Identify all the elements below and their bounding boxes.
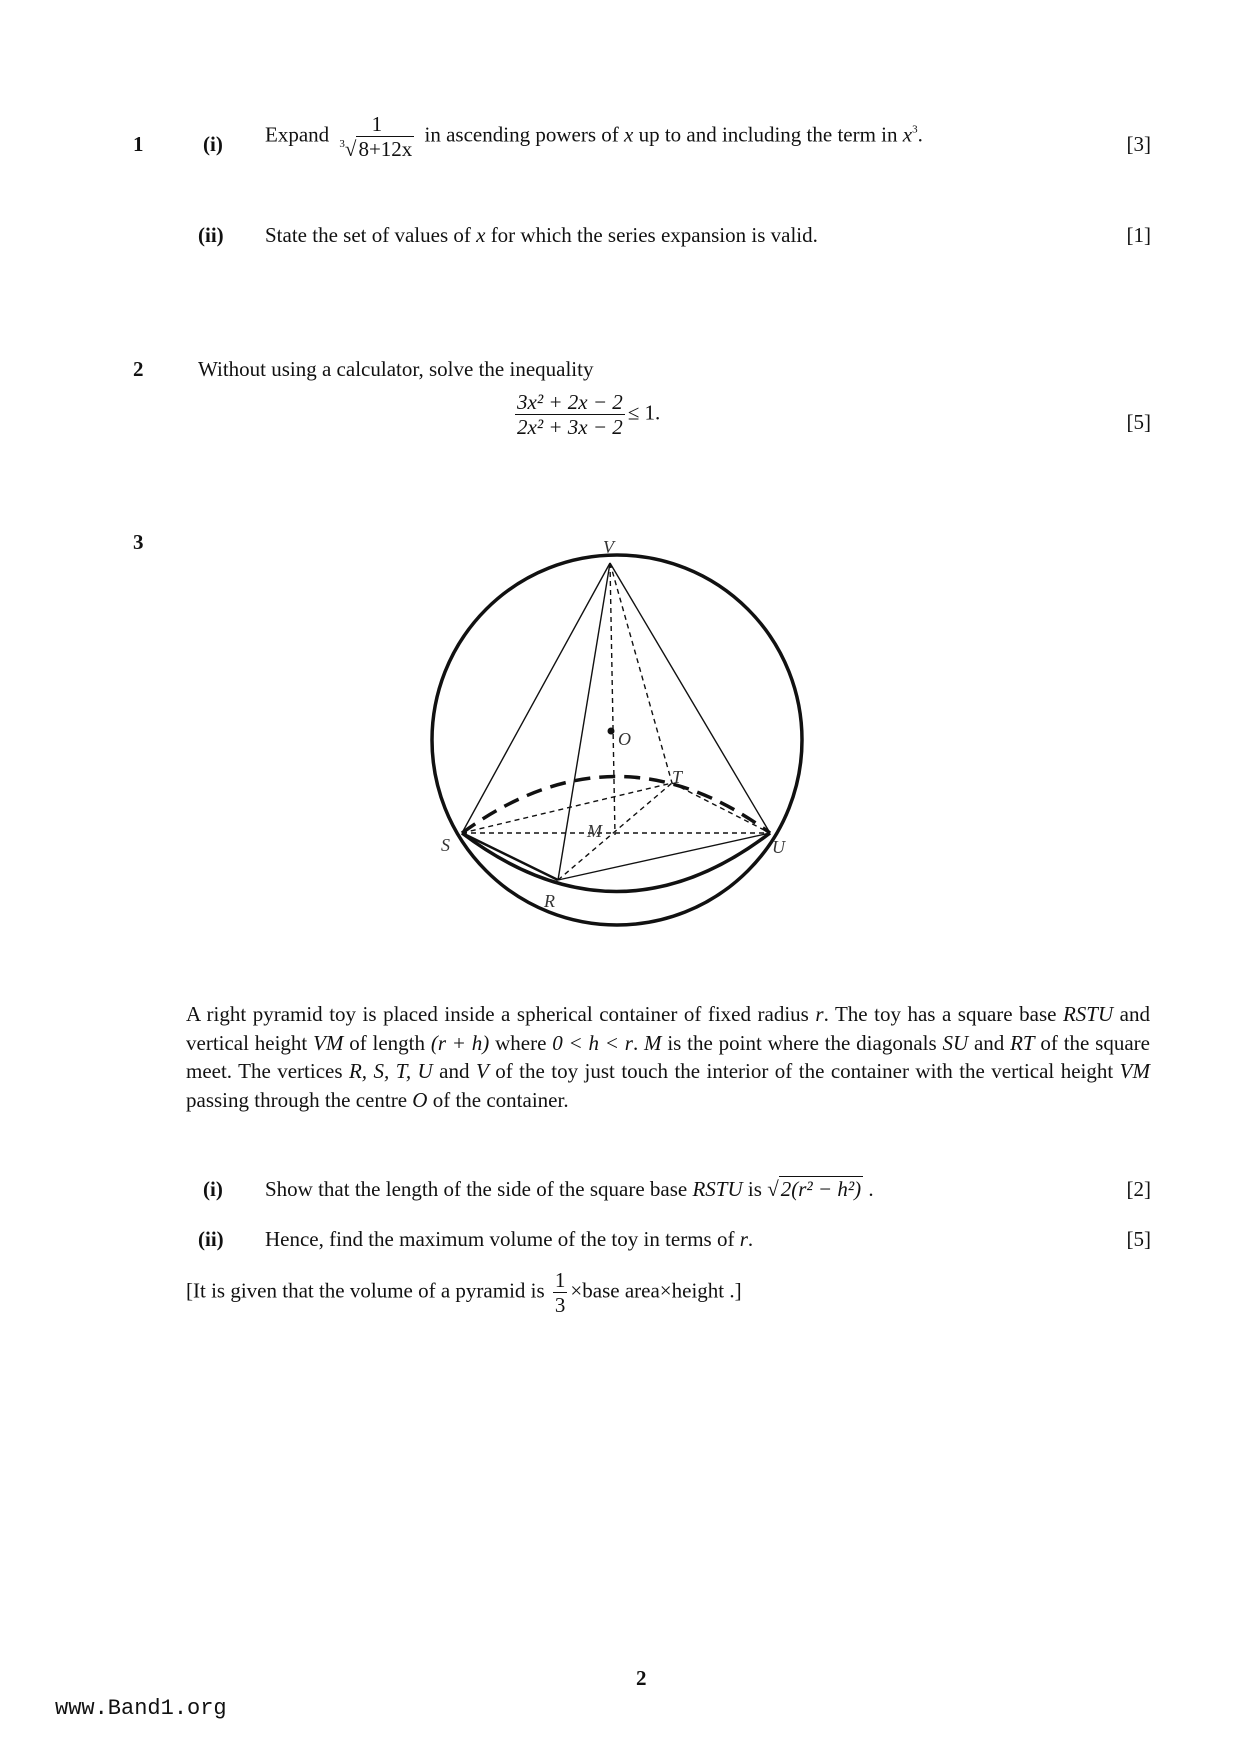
hidden-edges [462,563,770,880]
back-base-arc [462,777,770,834]
math: RSTU [692,1177,743,1201]
marks: [1] [1126,223,1151,247]
text: Expand [265,122,330,147]
label-r: R [544,891,555,911]
text: of the square meet. The vertices [186,1030,1150,1083]
text: of the container. [427,1087,569,1112]
page-number: 2 [636,1666,647,1690]
question-paragraph [186,1000,1150,1114]
label-o: O [618,729,631,749]
marks: [2] [1126,1177,1151,1201]
math: VM [1119,1059,1150,1083]
text: is the point where the diagonals [661,1030,943,1055]
radicand: 8+12x [358,137,413,162]
denominator: 3 [554,1293,566,1318]
part-label: (i) [203,132,223,156]
text: of length [343,1030,431,1055]
marks: [5] [1126,1227,1151,1251]
marks: [5] [1126,410,1151,434]
math: RT [1010,1030,1035,1055]
text: in ascending powers of [424,122,619,147]
math: (r + h) [430,1030,490,1055]
text: . The toy has a square base [823,1002,1063,1026]
sphere-outline [432,555,802,925]
text: [It is given that the volume of a pyramid is [186,1278,545,1303]
part-label: (ii) [198,1227,224,1251]
numerator: 1 [554,1268,566,1292]
text: . [632,1030,645,1055]
math: RSTU [1062,1002,1114,1026]
question-number: 1 [133,132,144,156]
part-label: (i) [203,1177,223,1201]
math: R, S, T, U [348,1059,433,1083]
term: x [902,122,913,147]
root-index: 3 [339,138,345,151]
volume-note [186,1268,742,1317]
question-number: 2 [133,357,144,381]
fraction [553,1268,568,1317]
label-u: U [772,837,785,857]
math: M [644,1030,662,1055]
text: up to and including the term in [638,122,898,147]
watermark: www.Band1.org [55,1696,227,1721]
label-m: M [587,821,602,841]
question-text: Show that the length of the side of the square base RSTU is √2(r² − h²) . [265,1177,874,1201]
text: where [489,1030,553,1055]
denominator: 2x² + 3x − 2 [517,415,623,440]
numerator: 3x² + 2x − 2 [517,390,623,414]
question-text: Without using a calculator, solve the inequality [198,357,594,381]
question-text [265,1227,753,1252]
text: is [747,1177,762,1201]
math: VM [313,1030,344,1055]
text: passing through the centre [186,1087,413,1112]
variable: x [623,122,634,147]
math: r [815,1002,824,1026]
text: and vertical height [186,1002,1150,1055]
relation: ≤ 1. [627,400,661,425]
exponent: 3 [912,123,918,136]
text: and [432,1059,476,1083]
text: ×base area×height .] [570,1278,742,1303]
part-label: (ii) [198,223,224,247]
text: Show that the length of the side of the square base [265,1177,688,1201]
text: State the set of values of [265,223,471,247]
math: O [412,1087,428,1112]
question-number: 3 [133,530,144,554]
label-s: S [441,835,450,855]
text: of the toy just touch the interior of the container with the vertical height [488,1059,1120,1083]
math: 0 < h < r [552,1030,633,1055]
radicand: 2(r² − h²) [780,1177,862,1201]
text: Hence, find the maximum volume of the toy in terms of [265,1227,735,1251]
front-base-arc [462,833,770,892]
period: . [868,1177,874,1201]
text: A right pyramid toy is placed inside a spherical container of fixed radius [186,1002,816,1026]
label-t: T [672,767,683,787]
period: . [747,1227,754,1251]
text: and [968,1030,1011,1055]
denominator: $^3$√8+12x [339,137,413,162]
centre-point [608,728,615,735]
marks: [3] [1126,132,1151,156]
variable: r [739,1227,748,1251]
period: . [917,122,923,147]
math: V [475,1059,489,1083]
numerator: 1 [371,112,383,136]
text: for which the series expansion is valid. [490,223,818,247]
variable: x [476,223,486,247]
math: SU [942,1030,969,1055]
label-v: V [603,537,614,557]
